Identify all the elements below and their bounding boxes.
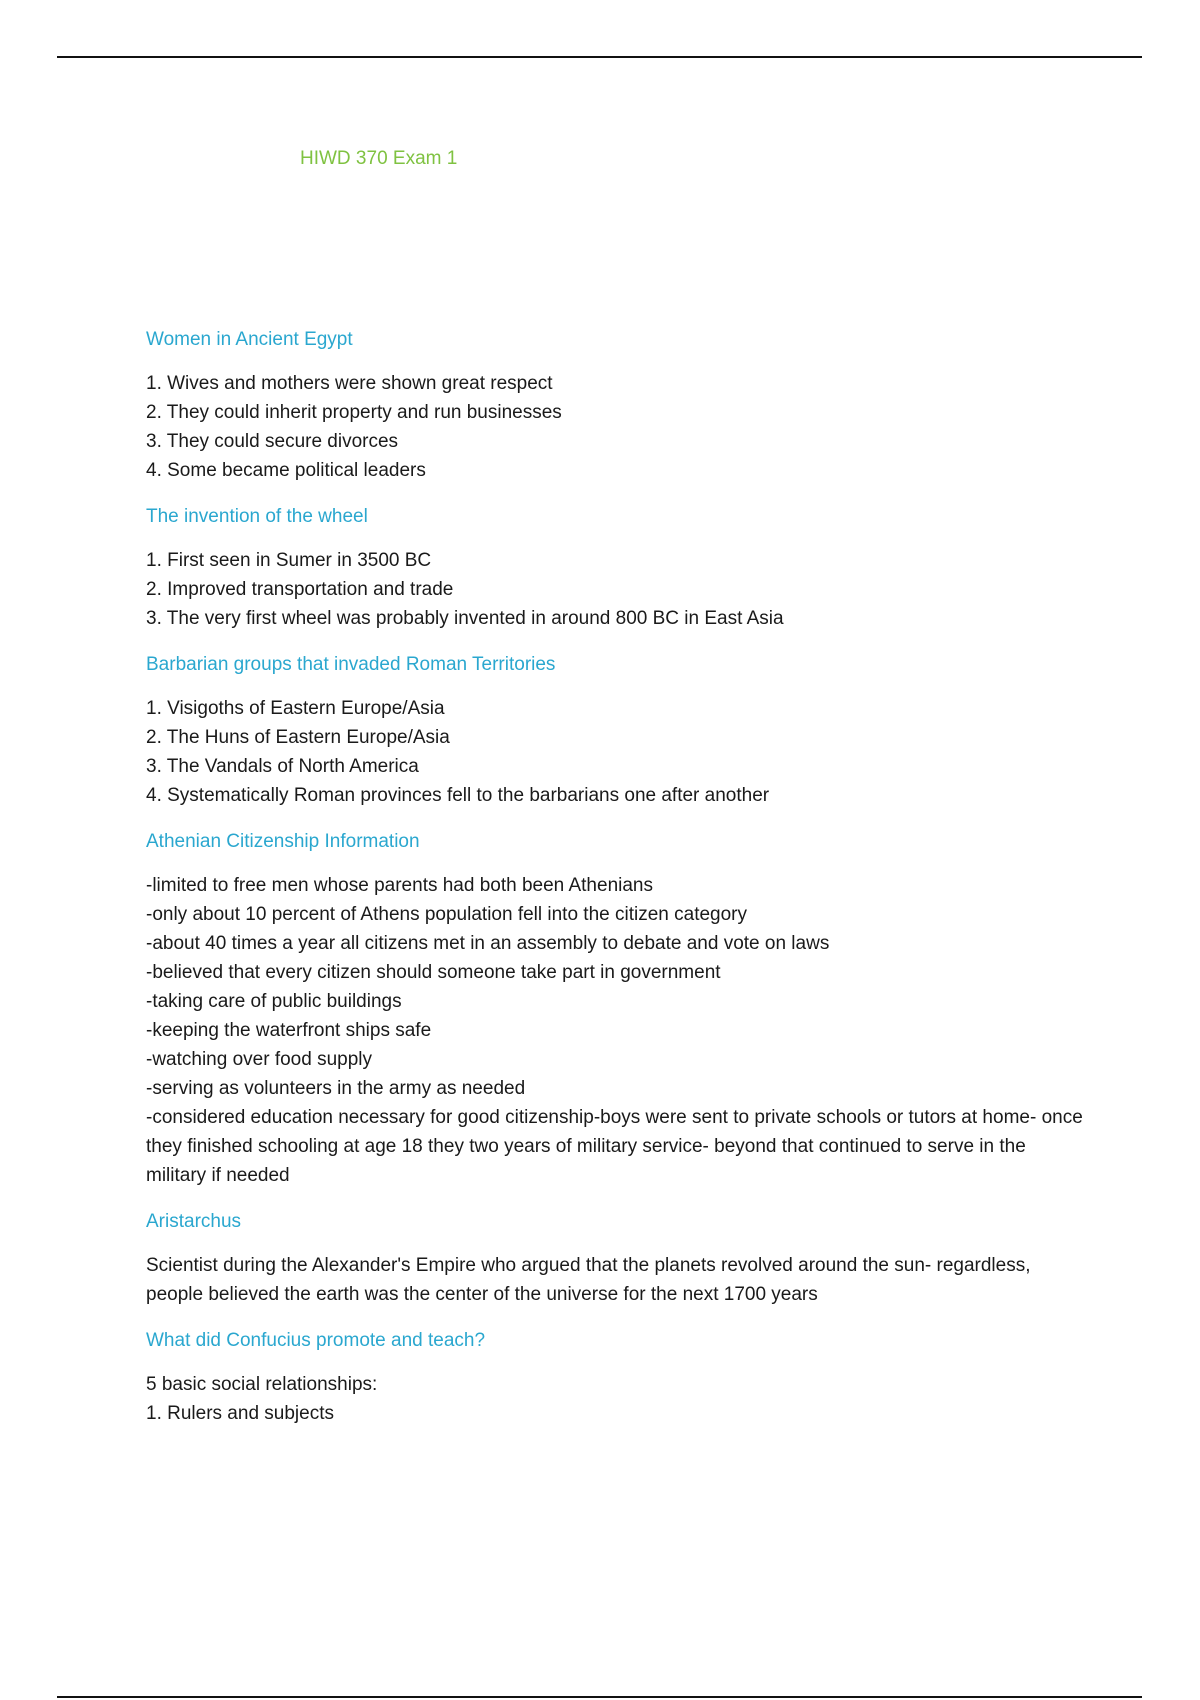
section-heading: Women in Ancient Egypt: [146, 329, 353, 350]
list-item: -serving as volunteers in the army as needed: [146, 1078, 526, 1099]
list-item: 1. Rulers and subjects: [146, 1403, 334, 1424]
section-barbarians: [146, 653, 1086, 810]
list-item: -about 40 times a year all citizens met in an assembly to debate and vote on laws: [146, 933, 830, 954]
list-item: 3. They could secure divorces: [146, 431, 399, 452]
document-title: HIWD 370 Exam 1: [300, 148, 458, 169]
list-item: -watching over food supply: [146, 1049, 373, 1070]
list-item: 4. Some became political leaders: [146, 460, 426, 481]
list-item: -considered education necessary for good citizenship-boys were sent to private schools or tutors at home- once they finished schooling at age 18 they two years of military service- beyond that continued to serve in the military if needed: [146, 1107, 1083, 1186]
section-aristarchus: [146, 1210, 1086, 1309]
section-women-egypt: [146, 328, 1086, 485]
list-item: -believed that every citizen should someone take part in government: [146, 962, 721, 983]
list-item: -keeping the waterfront ships safe: [146, 1020, 432, 1041]
list-item: 4. Systematically Roman provinces fell to the barbarians one after another: [146, 785, 770, 806]
section-confucius: [146, 1329, 1086, 1428]
list-item: 5 basic social relationships:: [146, 1374, 378, 1395]
paragraph: Scientist during the Alexander's Empire who argued that the planets revolved around the sun- regardless, people believed the earth was the center of the universe for the next 1700 years: [146, 1255, 1031, 1305]
list-item: -only about 10 percent of Athens population fell into the citizen category: [146, 904, 748, 925]
section-heading: Aristarchus: [146, 1211, 242, 1232]
list-item: 1. First seen in Sumer in 3500 BC: [146, 550, 432, 571]
list-item: 3. The very first wheel was probably invented in around 800 BC in East Asia: [146, 608, 784, 629]
bottom-rule: [57, 1696, 1142, 1698]
top-rule: [57, 56, 1142, 58]
list-item: 2. Improved transportation and trade: [146, 579, 454, 600]
section-heading: Barbarian groups that invaded Roman Territories: [146, 654, 556, 675]
list-item: 2. They could inherit property and run businesses: [146, 402, 562, 423]
list-item: 1. Visigoths of Eastern Europe/Asia: [146, 698, 445, 719]
section-heading: The invention of the wheel: [146, 506, 368, 527]
list-item: 1. Wives and mothers were shown great respect: [146, 373, 553, 394]
section-heading: Athenian Citizenship Information: [146, 831, 420, 852]
section-heading: What did Confucius promote and teach?: [146, 1330, 486, 1351]
section-wheel: [146, 505, 1086, 633]
list-item: 3. The Vandals of North America: [146, 756, 419, 777]
section-athenian-citizenship: [146, 830, 1086, 1190]
list-item: 2. The Huns of Eastern Europe/Asia: [146, 727, 450, 748]
list-item: -limited to free men whose parents had both been Athenians: [146, 875, 653, 896]
list-item: -taking care of public buildings: [146, 991, 402, 1012]
document-body: [146, 328, 1086, 1448]
